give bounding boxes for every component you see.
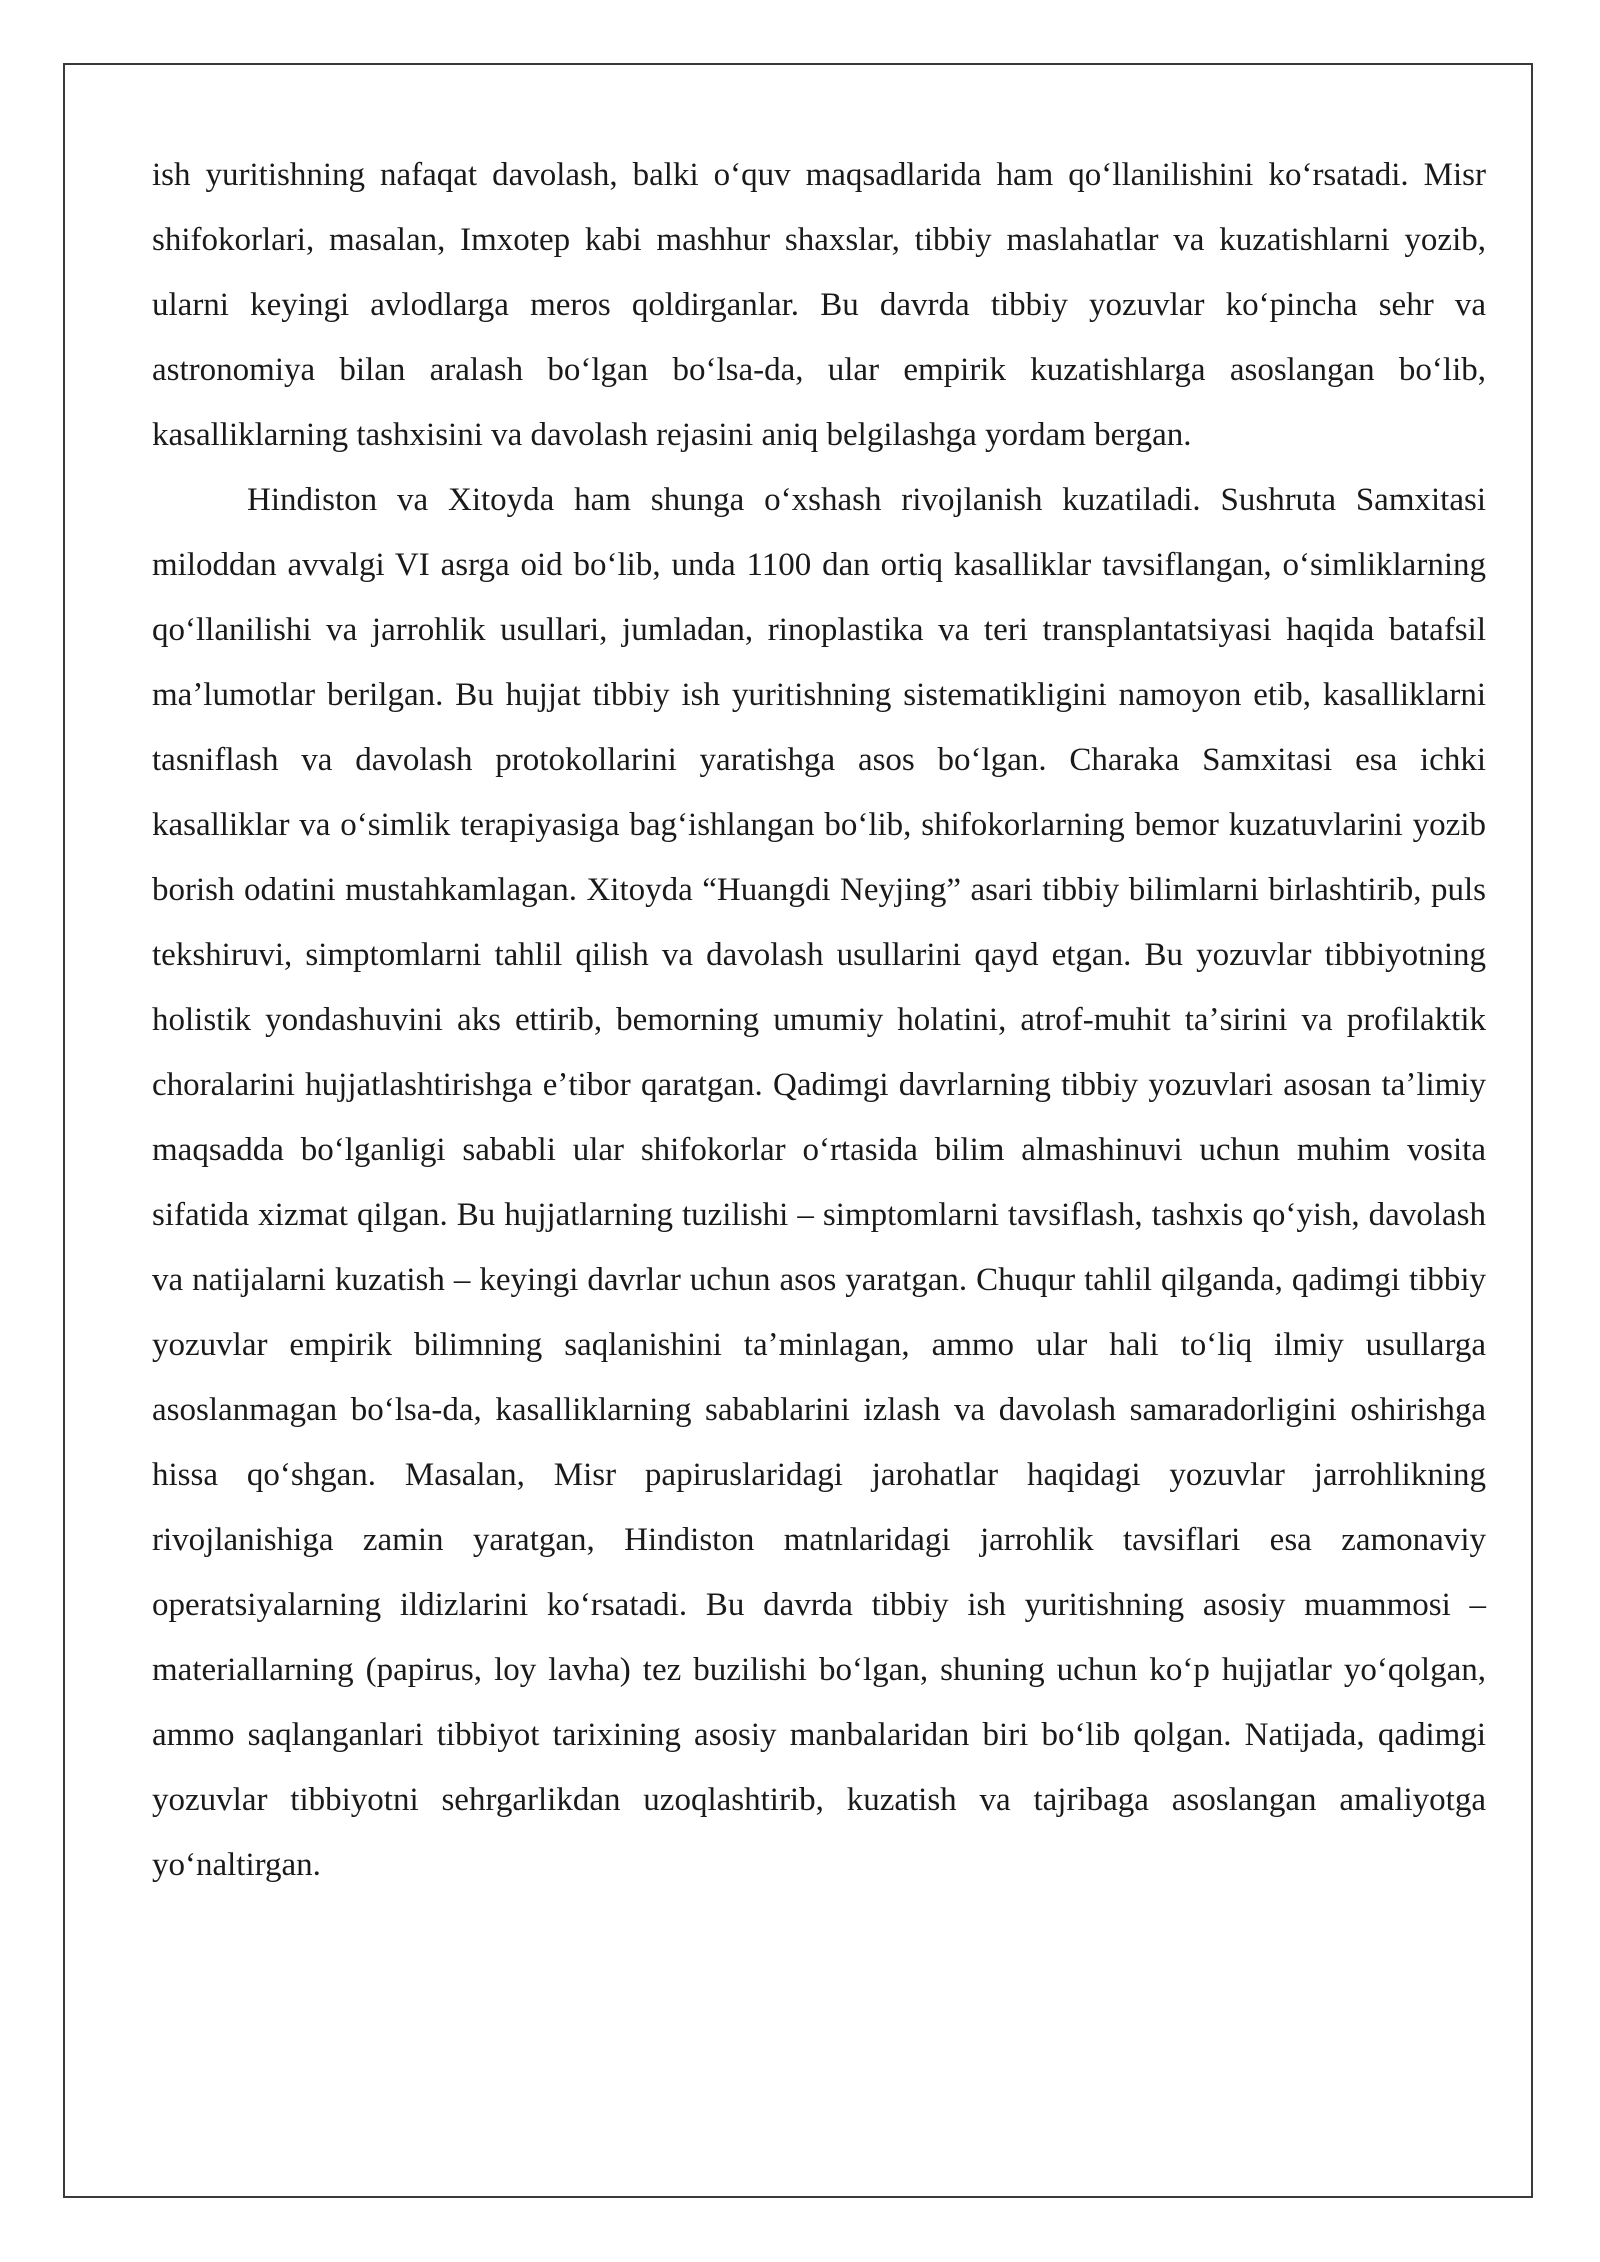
paragraph-1: ish yuritishning nafaqat davolash, balki oʻquv maqsadlarida ham qoʻllanilishini koʻrsatadi. Misr shifokorlari, masalan, Imxotep kabi mashhur shaxslar, tibbiy maslahatlar va kuzatishlarni yozib, ularni keyingi avlodlarga meros qoldirganlar. Bu davrda tibbiy yozuvlar koʻpincha sehr va astronomiya bilan aralash boʻlgan boʻlsa-da, ular empirik kuzatishlarga asoslangan boʻlib, kasalliklarning tashxisini va davolash rejasini aniq belgilashga yordam bergan. xyxy=(152,157,1486,453)
document-body xyxy=(152,143,1486,1898)
paragraph-2: Hindiston va Xitoyda ham shunga oʻxshash rivojlanish kuzatiladi. Sushruta Samxitasi miloddan avvalgi VI asrga oid boʻlib, unda 1100 dan ortiq kasalliklar tavsiflangan, oʻsimliklarning qoʻllanilishi va jarrohlik usullari, jumladan, rinoplastika va teri transplantatsiyasi haqida batafsil maʼlumotlar berilgan. Bu hujjat tibbiy ish yuritishning sistematikligini namoyon etib, kasalliklarni tasniflash va davolash protokollarini yaratishga asos boʻlgan. Charaka Samxitasi esa ichki kasalliklar va oʻsimlik terapiyasiga bagʻishlangan boʻlib, shifokorlarning bemor kuzatuvlarini yozib borish odatini mustahkamlagan. Xitoyda “Huangdi Neyjing” asari tibbiy bilimlarni birlashtirib, puls tekshiruvi, simptomlarni tahlil qilish va davolash usullarini qayd etgan. Bu yozuvlar tibbiyotning holistik yondashuvini aks ettirib, bemorning umumiy holatini, atrof-muhit taʼsirini va profilaktik choralarini hujjatlashtirishga eʼtibor qaratgan. Qadimgi davrlarning tibbiy yozuvlari asosan taʼlimiy maqsadda boʻlganligi sababli ular shifokorlar oʻrtasida bilim almashinuvi uchun muhim vosita sifatida xizmat qilgan. Bu hujjatlarning tuzilishi – simptomlarni tavsiflash, tashxis qoʻyish, davolash va natijalarni kuzatish – keyingi davrlar uchun asos yaratgan. Chuqur tahlil qilganda, qadimgi tibbiy yozuvlar empirik bilimning saqlanishini taʼminlagan, ammo ular hali toʻliq ilmiy usullarga asoslanmagan boʻlsa-da, kasalliklarning sabablarini izlash va davolash samaradorligini oshirishga hissa qoʻshgan. Masalan, Misr papiruslaridagi jarohatlar haqidagi yozuvlar jarrohlikning rivojlanishiga zamin yaratgan, Hindiston matnlaridagi jarrohlik tavsiflari esa zamonaviy operatsiyalarning ildizlarini koʻrsatadi. Bu davrda tibbiy ish yuritishning asosiy muammosi – materiallarning (papirus, loy lavha) tez buzilishi boʻlgan, shuning uchun koʻp hujjatlar yoʻqolgan, ammo saqlanganlari tibbiyot tarixining asosiy manbalaridan biri boʻlib qolgan. Natijada, qadimgi yozuvlar tibbiyotni sehrgarlikdan uzoqlashtirib, kuzatish va tajribaga asoslangan amaliyotga yoʻnaltirgan. xyxy=(152,482,1486,1883)
